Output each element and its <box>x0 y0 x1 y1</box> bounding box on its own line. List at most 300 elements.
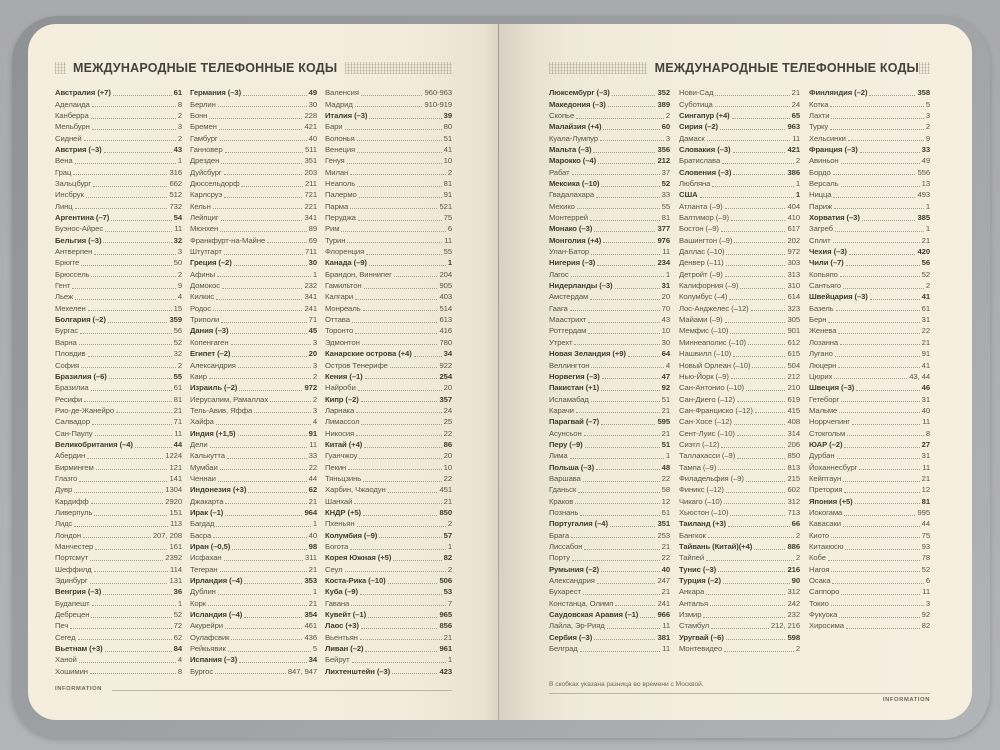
code-value: 21 <box>308 564 317 574</box>
city-code-row <box>190 302 317 313</box>
dot-leader <box>841 401 919 402</box>
dot-leader <box>731 378 786 379</box>
city-code-row <box>679 642 800 653</box>
place-label: Мехелен <box>55 303 86 313</box>
city-code-row <box>679 528 800 539</box>
city-code-row <box>809 279 930 290</box>
dot-leader <box>848 140 924 141</box>
dot-leader <box>593 152 655 153</box>
dot-leader <box>835 231 924 232</box>
code-value: 389 <box>657 99 670 109</box>
dot-leader <box>238 435 307 436</box>
dot-leader <box>228 651 311 652</box>
code-value: 21 <box>661 428 670 438</box>
city-code-row <box>55 245 182 256</box>
city-code-row <box>325 324 452 335</box>
place-label: Варна <box>55 337 77 347</box>
code-value: 71 <box>173 417 182 427</box>
dot-leader <box>725 322 786 323</box>
city-code-row <box>549 324 670 335</box>
place-label: Асунсьон <box>549 428 582 438</box>
city-code-row <box>190 131 317 142</box>
place-label: Атланта (–9) <box>679 201 723 211</box>
code-value: 2 <box>177 360 182 370</box>
code-value: 52 <box>173 610 182 620</box>
city-code-row <box>190 517 317 528</box>
city-code-row <box>809 302 930 313</box>
dot-leader <box>352 322 438 323</box>
code-value: 2 <box>665 110 670 120</box>
dot-leader <box>576 118 664 119</box>
dot-leader <box>588 322 659 323</box>
dot-leader <box>596 197 660 198</box>
code-value: 10 <box>443 156 452 166</box>
code-value: 1224 <box>165 451 182 461</box>
code-value: 2 <box>312 394 317 404</box>
country-code-row <box>325 528 452 539</box>
code-value: 78 <box>921 553 930 563</box>
dot-leader <box>834 208 924 209</box>
city-code-row <box>549 313 670 324</box>
city-code-row <box>809 370 930 381</box>
code-value: 241 <box>657 598 670 608</box>
code-value: 1 <box>665 451 670 461</box>
code-value: 81 <box>661 213 670 223</box>
dot-leader <box>215 673 286 674</box>
code-value: 43, 44 <box>909 371 930 381</box>
dot-leader <box>733 356 785 357</box>
place-label: Претория <box>809 485 843 495</box>
place-label: Пакистан (+1) <box>549 383 600 393</box>
place-label: Эдинбург <box>55 576 88 586</box>
dot-leader <box>748 344 785 345</box>
place-label: Краков <box>549 496 574 506</box>
place-label: Румыния (–2) <box>549 564 600 574</box>
dot-leader <box>388 492 438 493</box>
dot-leader <box>728 526 790 527</box>
dot-leader <box>830 106 923 107</box>
dot-leader <box>91 118 176 119</box>
dot-leader <box>849 254 916 255</box>
city-code-row <box>809 574 930 585</box>
country-code-row <box>190 540 317 551</box>
dot-leader <box>88 310 172 311</box>
city-code-row <box>325 631 452 642</box>
place-label: Болгария (–2) <box>55 315 106 325</box>
code-value: 89 <box>308 224 317 234</box>
country-code-row <box>190 347 317 358</box>
place-label: Дрезден <box>190 156 220 166</box>
place-label: Парагвай (–7) <box>549 417 600 427</box>
place-label: Сан-Паулу <box>55 428 93 438</box>
code-value: 40 <box>308 530 317 540</box>
city-code-row <box>679 222 800 233</box>
code-value: 41 <box>921 292 930 302</box>
city-code-row <box>679 233 800 244</box>
city-code-row <box>679 449 800 460</box>
place-label: Бордо <box>809 167 831 177</box>
code-value: 963 <box>787 122 800 132</box>
dot-leader <box>92 129 176 130</box>
code-value: 6 <box>447 224 452 234</box>
city-code-row <box>190 472 317 483</box>
dot-leader <box>608 106 656 107</box>
code-value: 228 <box>304 110 317 120</box>
code-value: 2 <box>795 644 800 654</box>
dot-leader <box>81 367 176 368</box>
city-code-row <box>549 540 670 551</box>
code-value: 313 <box>787 269 800 279</box>
code-value: 216 <box>787 564 800 574</box>
code-value: 234 <box>657 258 670 268</box>
city-code-row <box>55 483 182 494</box>
city-code-row <box>809 619 930 630</box>
country-code-row <box>679 143 800 154</box>
code-value: 91 <box>921 349 930 359</box>
place-label: Нашвилл (–10) <box>679 349 732 359</box>
code-value: 312 <box>787 587 800 597</box>
code-value: 81 <box>921 496 930 506</box>
place-label: Финикс (–12) <box>679 485 724 495</box>
place-label: Анкара <box>679 587 705 597</box>
place-label: Македония (–3) <box>549 99 606 109</box>
code-value: 27 <box>921 439 930 449</box>
code-value: 1 <box>312 587 317 597</box>
dot-leader <box>862 220 916 221</box>
place-label: Нигерия (–3) <box>549 258 596 268</box>
place-label: Хельсинки <box>809 133 846 143</box>
code-value: 40 <box>661 564 670 574</box>
dot-leader <box>754 549 785 550</box>
country-code-row <box>190 256 317 267</box>
city-code-row <box>190 642 317 653</box>
city-code-row <box>809 336 930 347</box>
place-label: Новый Орлеан (–10) <box>679 360 751 370</box>
code-value: 901 <box>787 326 800 336</box>
footer-rule <box>112 690 452 691</box>
dot-leader <box>80 333 172 334</box>
city-code-row <box>809 415 930 426</box>
city-code-row <box>190 631 317 642</box>
dot-leader <box>91 503 164 504</box>
place-label: Женева <box>809 326 837 336</box>
dot-leader <box>746 481 786 482</box>
city-code-row <box>549 245 670 256</box>
dot-leader <box>221 163 302 164</box>
dot-leader <box>254 412 311 413</box>
city-code-row <box>679 336 800 347</box>
place-label: Нагоя <box>809 564 830 574</box>
dot-leader <box>96 469 168 470</box>
country-code-row <box>549 222 670 233</box>
code-value: 11 <box>444 235 452 245</box>
code-value: 207, 208 <box>152 530 182 540</box>
code-value: 13 <box>921 179 930 189</box>
city-code-row <box>679 256 800 267</box>
code-value: 612 <box>787 337 800 347</box>
code-value: 3 <box>925 598 930 608</box>
place-label: Копенгаген <box>190 337 229 347</box>
page-right <box>499 24 972 720</box>
place-label: Токио <box>809 598 829 608</box>
city-code-row <box>809 562 930 573</box>
dot-leader <box>733 152 786 153</box>
country-code-row <box>325 642 452 653</box>
code-value: 21 <box>661 542 670 552</box>
dot-leader <box>238 367 311 368</box>
code-value: 80 <box>443 122 452 132</box>
dot-leader <box>597 265 655 266</box>
code-value: 421 <box>304 122 317 132</box>
city-code-row <box>679 358 800 369</box>
place-label: Израиль (–2) <box>190 383 238 393</box>
place-label: Корея Южная (+5) <box>325 553 392 563</box>
page-footer <box>549 682 930 704</box>
dot-leader <box>224 197 302 198</box>
place-label: Лимассол <box>325 417 360 427</box>
dot-leader <box>79 662 176 663</box>
place-label: Брага <box>549 530 570 540</box>
place-label: Александрия <box>549 576 595 586</box>
place-label: Палермо <box>325 190 357 200</box>
code-value: 81 <box>173 394 182 404</box>
city-code-row <box>190 313 317 324</box>
dot-leader <box>92 605 176 606</box>
city-code-row <box>679 392 800 403</box>
place-label: Грац <box>55 167 72 177</box>
code-value: 60 <box>661 122 670 132</box>
place-label: Веллингтон <box>549 360 590 370</box>
city-code-row <box>679 494 800 505</box>
code-value: 312 <box>787 496 800 506</box>
place-label: Исламабад <box>549 394 589 404</box>
code-value: 64 <box>661 349 670 359</box>
place-label: Тель-Авив, Яффа <box>190 405 253 415</box>
place-label: Лейпциг <box>190 213 219 223</box>
city-code-row <box>55 336 182 347</box>
dot-leader <box>369 265 446 266</box>
code-value: 55 <box>173 371 182 381</box>
country-code-row <box>809 256 930 267</box>
city-code-row <box>55 528 182 539</box>
code-value: 351 <box>304 156 317 166</box>
place-label: Харбин, Чжаодун <box>325 485 386 495</box>
place-label: Печ <box>55 621 69 631</box>
code-value: 20 <box>443 383 452 393</box>
country-code-row <box>190 86 317 97</box>
city-code-row <box>190 109 317 120</box>
code-value: 15 <box>173 303 182 313</box>
place-label: Египет (–2) <box>190 349 231 359</box>
dot-leader <box>847 435 924 436</box>
city-code-row <box>55 426 182 437</box>
city-code-row <box>679 290 800 301</box>
place-label: США <box>679 190 698 200</box>
place-label: Ницца <box>809 190 832 200</box>
place-label: Авиньон <box>809 156 839 166</box>
country-code-row <box>549 279 670 290</box>
country-code-row <box>679 517 800 528</box>
country-code-row <box>55 86 182 97</box>
city-code-row <box>679 177 800 188</box>
country-code-row <box>55 211 182 222</box>
country-code-row <box>809 245 930 256</box>
code-value: 2392 <box>165 553 182 563</box>
dot-leader <box>350 208 437 209</box>
code-value: 556 <box>917 167 930 177</box>
dot-leader <box>232 549 306 550</box>
place-label: Монреаль <box>325 303 361 313</box>
dot-leader <box>231 344 311 345</box>
dot-leader <box>243 95 307 96</box>
dot-leader <box>831 537 920 538</box>
code-value: 253 <box>657 530 670 540</box>
city-code-row <box>325 415 452 426</box>
country-code-row <box>325 574 452 585</box>
place-label: Мехико <box>549 201 575 211</box>
dot-leader <box>347 242 442 243</box>
code-value: 49 <box>308 88 317 98</box>
dot-leader <box>225 515 302 516</box>
country-code-row <box>549 154 670 165</box>
country-code-row <box>325 619 452 630</box>
dot-leader <box>366 254 441 255</box>
dot-leader <box>341 231 445 232</box>
place-label: Япония (+5) <box>809 496 853 506</box>
place-label: Брюссель <box>55 269 90 279</box>
dot-leader <box>828 322 919 323</box>
code-value: 31 <box>921 394 930 404</box>
code-value: 2 <box>447 564 452 574</box>
city-code-row <box>809 324 930 335</box>
place-label: Родос <box>190 303 212 313</box>
place-label: Цюрих <box>809 371 833 381</box>
dot-leader <box>393 560 441 561</box>
city-code-row <box>190 290 317 301</box>
dot-leader <box>615 605 655 606</box>
city-code-row <box>809 517 930 528</box>
country-code-row <box>190 483 317 494</box>
dot-leader <box>363 481 441 482</box>
place-label: Перу (–9) <box>549 439 583 449</box>
city-code-row <box>809 426 930 437</box>
code-value: 3 <box>925 110 930 120</box>
city-code-row <box>679 551 800 562</box>
place-label: Лагос <box>549 269 569 279</box>
code-value: 20 <box>661 292 670 302</box>
place-label: Басра <box>190 530 212 540</box>
city-code-row <box>55 268 182 279</box>
country-code-row <box>325 347 452 358</box>
place-label: Никосия <box>325 428 355 438</box>
code-value: 210 <box>787 383 800 393</box>
dot-leader <box>839 412 919 413</box>
dot-leader <box>355 106 423 107</box>
place-label: Стамбул <box>679 621 710 631</box>
code-value: 511 <box>305 144 317 154</box>
code-value: 113 <box>170 519 182 529</box>
place-label: Лозанна <box>809 337 839 347</box>
dot-leader <box>213 537 306 538</box>
code-value: 2 <box>795 530 800 540</box>
dot-leader <box>870 299 920 300</box>
city-code-row <box>55 199 182 210</box>
code-value: 1 <box>925 224 930 234</box>
dot-leader <box>845 549 919 550</box>
code-value: 514 <box>439 303 452 313</box>
code-value: 357 <box>439 394 452 404</box>
dot-leader <box>361 401 438 402</box>
city-code-row <box>190 245 317 256</box>
place-label: Ханой <box>55 655 77 665</box>
place-label: Зальцбург <box>55 179 91 189</box>
code-value: 303 <box>787 258 800 268</box>
code-value: 92 <box>661 383 670 393</box>
place-label: Канарские острова (+4) <box>325 349 412 359</box>
place-label: Кардифф <box>55 496 89 506</box>
code-value: 11 <box>662 247 670 257</box>
dot-leader <box>730 333 785 334</box>
place-label: Йоханнесбург <box>809 462 858 472</box>
dot-leader <box>835 356 920 357</box>
code-value: 48 <box>661 462 670 472</box>
city-code-row <box>190 404 317 415</box>
dot-leader <box>707 140 791 141</box>
dot-leader <box>359 458 441 459</box>
dot-leader <box>362 344 438 345</box>
dot-leader <box>839 617 919 618</box>
dot-leader <box>575 503 659 504</box>
dot-leader <box>594 639 655 640</box>
dot-leader <box>231 639 302 640</box>
dot-leader <box>116 412 172 413</box>
place-label: Великобритания (–4) <box>55 439 133 449</box>
dot-leader <box>708 537 794 538</box>
code-value: 416 <box>439 326 452 336</box>
dot-leader <box>746 390 785 391</box>
dot-leader <box>94 254 176 255</box>
place-label: Польша (–3) <box>549 462 595 472</box>
code-value: 21 <box>308 496 317 506</box>
dot-leader <box>601 571 660 572</box>
dot-leader <box>844 492 919 493</box>
dot-leader <box>360 639 442 640</box>
code-value: 82 <box>921 621 930 631</box>
dot-leader <box>92 424 172 425</box>
place-label: Тегеран <box>190 564 218 574</box>
place-label: Даллас (–10) <box>679 247 725 257</box>
header-ornament-band <box>345 62 452 74</box>
place-label: Исландия (–4) <box>190 610 243 620</box>
dot-leader <box>731 220 786 221</box>
code-value: 960-963 <box>424 88 452 98</box>
dot-leader <box>833 197 915 198</box>
dot-leader <box>113 95 172 96</box>
code-value: 886 <box>787 542 800 552</box>
code-value: 22 <box>443 473 452 483</box>
dot-leader <box>722 163 794 164</box>
dot-leader <box>105 651 172 652</box>
code-value: 211 <box>305 179 317 189</box>
country-code-row <box>325 551 452 562</box>
code-value: 512 <box>169 190 182 200</box>
place-label: Сент-Луис (–10) <box>679 428 735 438</box>
dot-leader <box>230 333 306 334</box>
place-label: Глазго <box>55 473 78 483</box>
dot-leader <box>603 129 659 130</box>
place-label: Дурбан <box>809 451 835 461</box>
place-label: Сан-Антонио (–10) <box>679 383 744 393</box>
